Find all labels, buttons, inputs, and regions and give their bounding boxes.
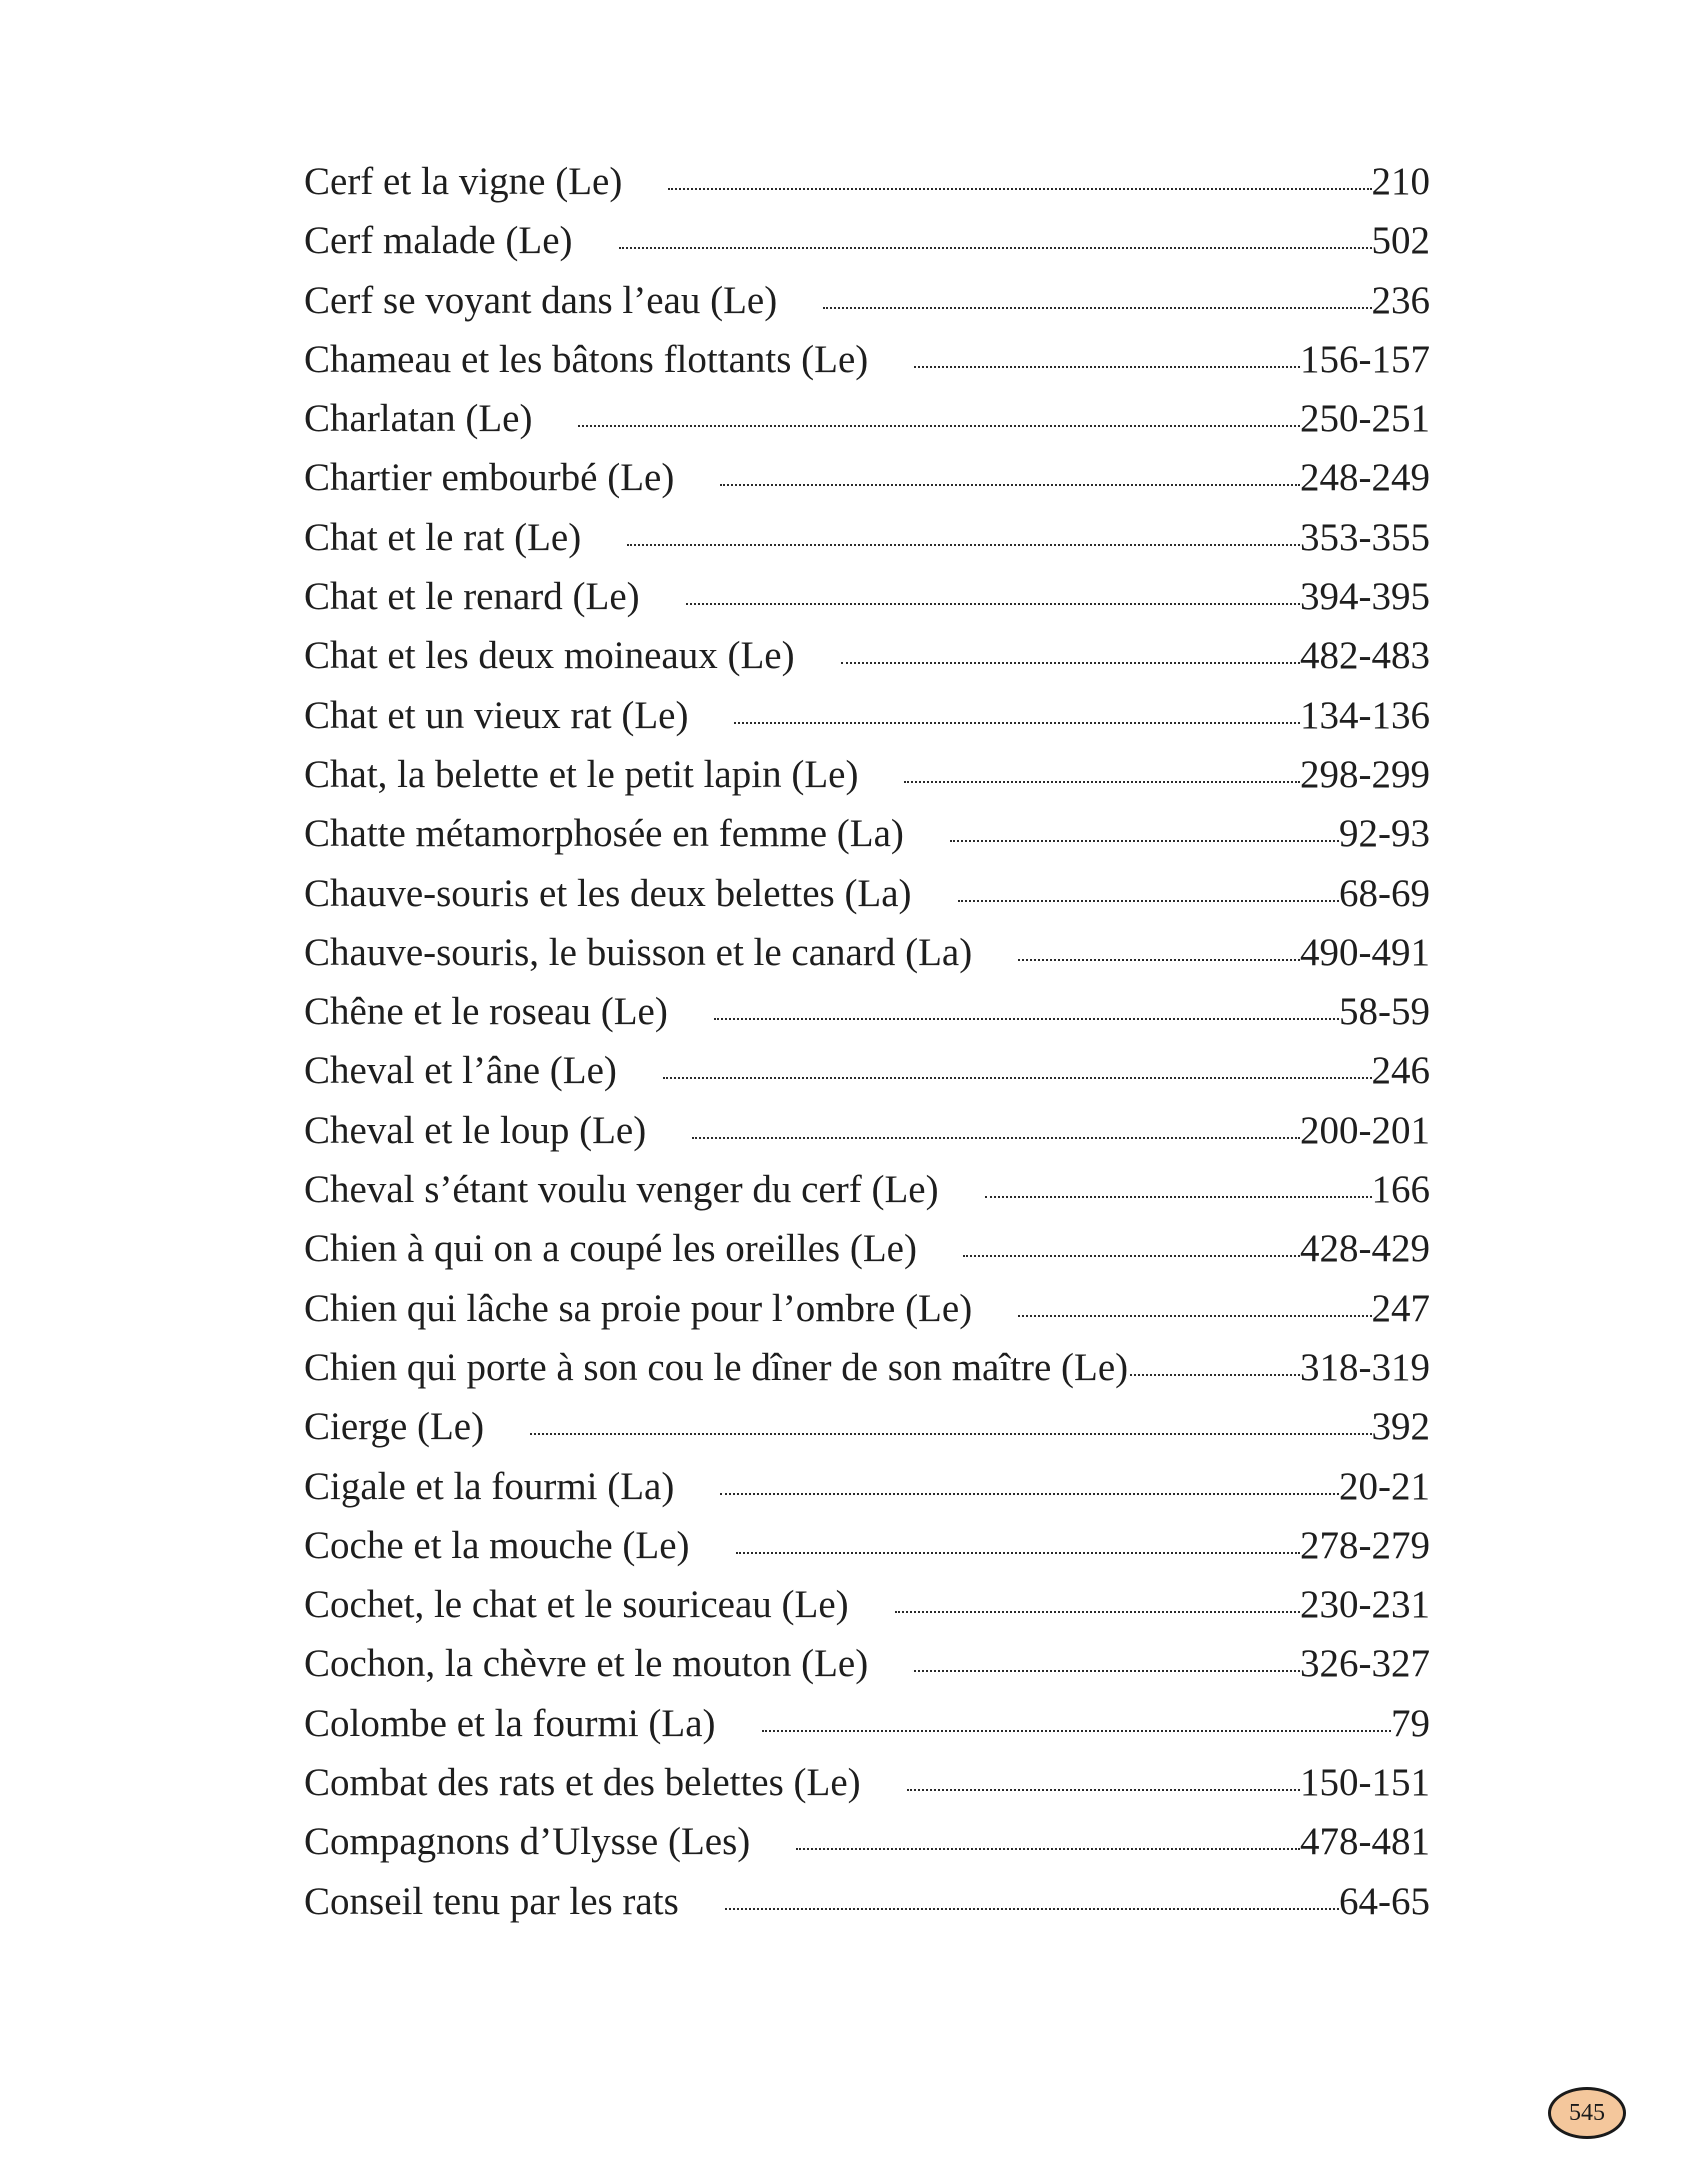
toc-entry[interactable]: [304, 271, 1430, 330]
dot-leader: [958, 900, 1339, 902]
entry-title: Compagnons d’Ulysse (Les): [304, 1820, 751, 1864]
entry-title: Chien qui porte à son cou le dîner de son maître (Le): [304, 1345, 1129, 1389]
toc-entry[interactable]: [304, 686, 1430, 745]
dot-leader: [914, 366, 1300, 368]
toc-entry[interactable]: [304, 330, 1430, 389]
entry-page: 482-483: [1300, 634, 1430, 678]
entry-page: 247: [1371, 1286, 1430, 1330]
entry-title: Chat et le rat (Le): [304, 515, 582, 559]
entry-title: Cochet, le chat et le souriceau (Le): [304, 1583, 849, 1627]
entry-page: 64-65: [1339, 1879, 1430, 1923]
entry-title: Cerf et la vigne (Le): [304, 160, 623, 203]
entry-page: 58-59: [1339, 990, 1430, 1034]
entry-page: 392: [1371, 1405, 1430, 1449]
entry-page: 353-355: [1300, 515, 1430, 559]
entry-title: Colombe et la fourmi (La): [304, 1701, 716, 1745]
toc-entry[interactable]: [304, 1219, 1430, 1278]
entry-title: Chêne et le roseau (Le): [304, 990, 668, 1034]
entry-page: 278-279: [1300, 1523, 1430, 1567]
entry-page: 318-319: [1300, 1345, 1430, 1389]
entry-title: Chat, la belette et le petit lapin (Le): [304, 752, 859, 796]
toc-entry[interactable]: [304, 1160, 1430, 1219]
dot-leader: [841, 662, 1300, 664]
dot-leader: [578, 425, 1300, 427]
toc-entry[interactable]: [304, 1338, 1430, 1397]
dot-leader: [895, 1611, 1300, 1613]
toc-entry[interactable]: [304, 1872, 1430, 1931]
dot-leader: [725, 1908, 1339, 1910]
dot-leader: [985, 1196, 1372, 1198]
toc-entry[interactable]: [304, 1041, 1430, 1100]
entry-title: Coche et la mouche (Le): [304, 1523, 690, 1567]
entry-page: 502: [1371, 219, 1430, 263]
page-number-badge: [1548, 2087, 1626, 2139]
entry-title: Chartier embourbé (Le): [304, 456, 675, 500]
entry-page: 79: [1391, 1701, 1430, 1745]
toc-entry[interactable]: [304, 1101, 1430, 1160]
dot-leader: [963, 1255, 1300, 1257]
dot-leader: [663, 1077, 1372, 1079]
entry-title: Chien qui lâche sa proie pour l’ombre (Le): [304, 1286, 973, 1330]
toc-entry[interactable]: [304, 864, 1430, 923]
entry-page: 20-21: [1339, 1464, 1430, 1508]
entry-page: 490-491: [1300, 930, 1430, 974]
dot-leader: [914, 1670, 1300, 1672]
entry-title: Chatte métamorphosée en femme (La): [304, 812, 904, 856]
toc-entry[interactable]: [304, 1634, 1430, 1693]
toc-entry[interactable]: [304, 1575, 1430, 1634]
toc-entry[interactable]: [304, 626, 1430, 685]
entry-page: 200-201: [1300, 1108, 1430, 1152]
entry-title: Cigale et la fourmi (La): [304, 1464, 675, 1508]
entry-title: Charlatan (Le): [304, 397, 533, 441]
toc-entry[interactable]: [304, 1753, 1430, 1812]
toc-entry[interactable]: [304, 982, 1430, 1041]
entry-page: 230-231: [1300, 1583, 1430, 1627]
entry-title: Cochon, la chèvre et le mouton (Le): [304, 1642, 869, 1686]
entry-page: 210: [1371, 160, 1430, 203]
table-of-contents: [304, 152, 1430, 1931]
toc-entry[interactable]: [304, 923, 1430, 982]
toc-entry[interactable]: [304, 1516, 1430, 1575]
dot-leader: [692, 1137, 1300, 1139]
entry-title: Chien à qui on a coupé les oreilles (Le): [304, 1227, 917, 1271]
entry-page: 246: [1371, 1049, 1430, 1093]
entry-title: Chameau et les bâtons flottants (Le): [304, 337, 869, 381]
toc-entry[interactable]: [304, 1279, 1430, 1338]
toc-entry[interactable]: [304, 152, 1430, 211]
entry-page: 478-481: [1300, 1820, 1430, 1864]
entry-page: 428-429: [1300, 1227, 1430, 1271]
dot-leader: [530, 1433, 1371, 1435]
dot-leader: [907, 1789, 1300, 1791]
dot-leader: [1018, 1315, 1371, 1317]
entry-title: Cerf malade (Le): [304, 219, 573, 263]
toc-entry[interactable]: [304, 389, 1430, 448]
dot-leader: [736, 1552, 1301, 1554]
entry-title: Conseil tenu par les rats: [304, 1879, 679, 1923]
entry-page: 92-93: [1339, 812, 1430, 856]
dot-leader: [734, 722, 1300, 724]
entry-title: Chat et les deux moineaux (Le): [304, 634, 795, 678]
entry-title: Combat des rats et des belettes (Le): [304, 1761, 861, 1805]
entry-page: 166: [1371, 1168, 1430, 1212]
entry-page: 134-136: [1300, 693, 1430, 737]
page-number: 545: [1569, 2099, 1605, 2126]
toc-entry[interactable]: [304, 804, 1430, 863]
toc-entry[interactable]: [304, 1812, 1430, 1871]
entry-page: 326-327: [1300, 1642, 1430, 1686]
dot-leader: [627, 544, 1300, 546]
entry-page: 298-299: [1300, 752, 1430, 796]
toc-entry[interactable]: [304, 745, 1430, 804]
dot-leader: [950, 840, 1339, 842]
entry-page: 236: [1371, 278, 1430, 322]
toc-entry[interactable]: [304, 508, 1430, 567]
dot-leader: [668, 188, 1371, 190]
entry-page: 150-151: [1300, 1761, 1430, 1805]
dot-leader: [823, 307, 1371, 309]
entry-title: Cerf se voyant dans l’eau (Le): [304, 278, 778, 322]
entry-title: Chat et le renard (Le): [304, 575, 640, 619]
dot-leader: [686, 603, 1300, 605]
dot-leader: [619, 247, 1372, 249]
entry-title: Cheval et le loup (Le): [304, 1108, 647, 1152]
dot-leader: [1130, 1374, 1300, 1376]
entry-page: 394-395: [1300, 575, 1430, 619]
dot-leader: [1018, 959, 1300, 961]
entry-title: Cheval s’étant voulu venger du cerf (Le): [304, 1168, 939, 1212]
entry-page: 248-249: [1300, 456, 1430, 500]
entry-title: Chat et un vieux rat (Le): [304, 693, 689, 737]
dot-leader: [720, 1493, 1339, 1495]
toc-entry[interactable]: [304, 567, 1430, 626]
dot-leader: [904, 781, 1300, 783]
dot-leader: [796, 1848, 1300, 1850]
toc-entry[interactable]: [304, 1694, 1430, 1753]
entry-title: Cheval et l’âne (Le): [304, 1049, 617, 1093]
entry-title: Chauve-souris, le buisson et le canard (La): [304, 930, 973, 974]
toc-entry[interactable]: [304, 448, 1430, 507]
entry-title: Chauve-souris et les deux belettes (La): [304, 871, 912, 915]
toc-entry[interactable]: [304, 211, 1430, 270]
dot-leader: [762, 1730, 1391, 1732]
entry-page: 250-251: [1300, 397, 1430, 441]
entry-title: Cierge (Le): [304, 1405, 485, 1449]
dot-leader: [714, 1018, 1339, 1020]
entry-page: 68-69: [1339, 871, 1430, 915]
toc-entry[interactable]: [304, 1397, 1430, 1456]
dot-leader: [720, 484, 1300, 486]
entry-page: 156-157: [1300, 337, 1430, 381]
toc-entry[interactable]: [304, 1457, 1430, 1516]
